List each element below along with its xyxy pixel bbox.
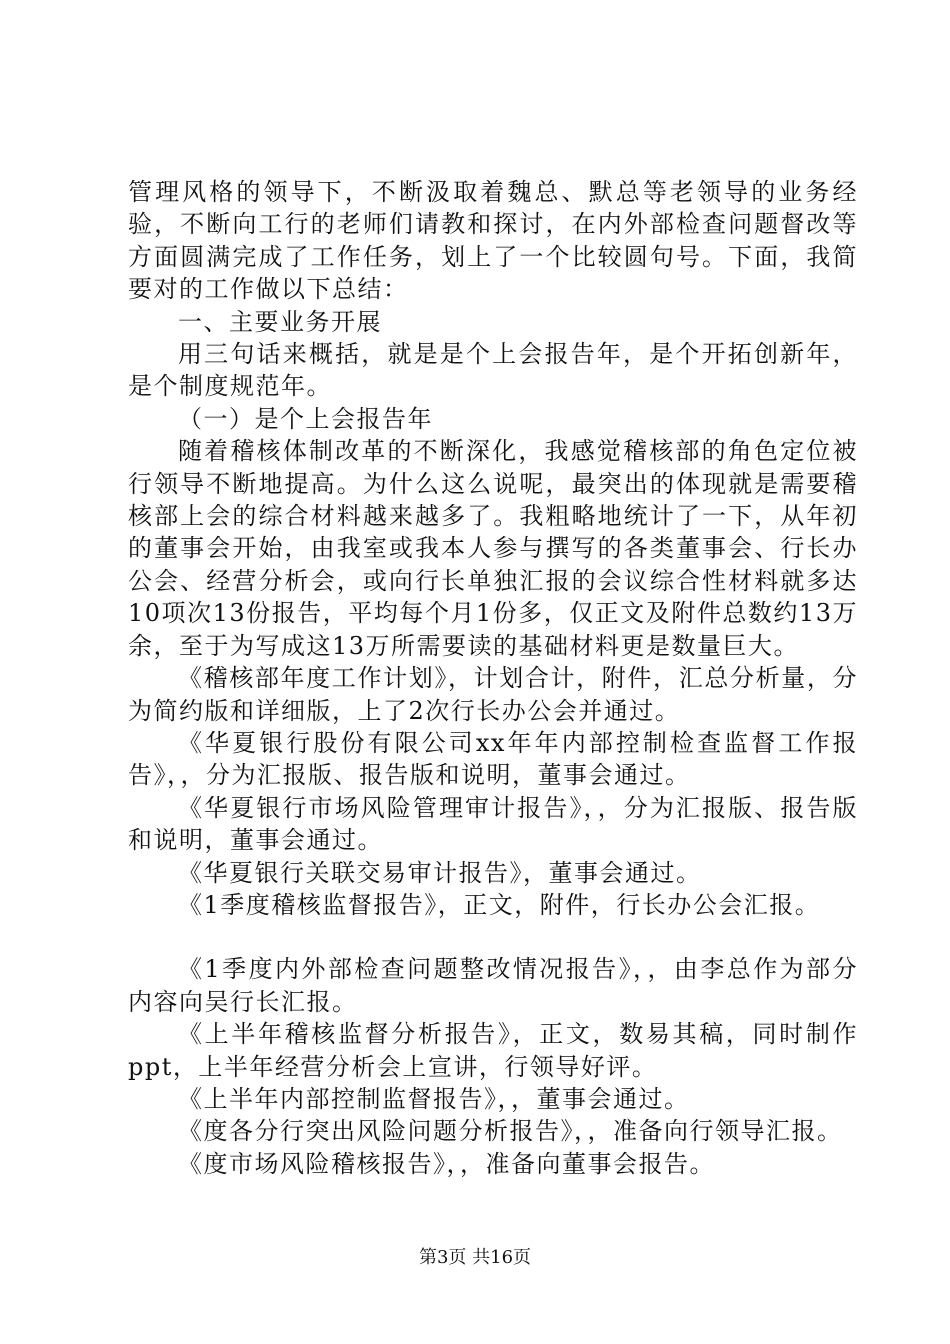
paragraph-reports-detail: 随着稽核体制改革的不断深化，我感觉稽核部的角色定位被行领导不断地提高。为什么这么说呢，最突出的体现就是需要稽核部上会的综合材料越来越多了。我粗略地统计了一下，从年初的董事会开始，由我室或我本人参与撰写的各类董事会、行长办公会、经营分析会，或向行长单独汇报的会议综合性材料就多达10项次13份报告，平均每个月1份多，仅正文及附件总数约13万余，至于为写成这13万所需要读的基础材料更是数量巨大。 xyxy=(128,437,858,660)
report-item: 《度各分行突出风险问题分析报告》，，准备向行领导汇报。 xyxy=(178,1117,843,1146)
report-item: 《华夏银行关联交易审计报告》，董事会通过。 xyxy=(178,858,702,887)
subsection-heading-reports-year: （一）是个上会报告年 xyxy=(178,404,433,433)
report-item: 《华夏银行股份有限公司xx年年内部控制检查监督工作报告》，，分为汇报版、报告版和说明，董事会通过。 xyxy=(128,728,858,790)
section-heading-main-business: 一、主要业务开展 xyxy=(178,307,382,336)
report-item: 《上半年稽核监督分析报告》，正文，数易其稿，同时制作ppt，上半年经营分析会上宣讲，行领导好评。 xyxy=(128,1020,858,1081)
paragraph-intro: 管理风格的领导下，不断汲取着魏总、默总等老领导的业务经验，不断向工行的老师们请教和探讨，在内外部检查问题督改等方面圆满完成了工作任务，划上了一个比较圆句号。下面，我简要对的工作做以下总结： xyxy=(128,178,858,304)
document-body xyxy=(128,176,858,1180)
report-item: 《稽核部年度工作计划》，计划合计，附件，汇总分析量，分为简约版和详细版，上了2次行长办公会并通过。 xyxy=(128,664,858,725)
report-item: 《1季度内外部检查问题整改情况报告》，，由李总作为部分内容向吴行长汇报。 xyxy=(128,955,858,1016)
report-item: 《1季度稽核监督报告》，正文，附件，行长办公会汇报。 xyxy=(178,890,821,919)
page-number-footer: 第3页 共16页 xyxy=(418,1247,532,1268)
report-item: 《华夏银行市场风险管理审计报告》，，分为汇报版、报告版和说明，董事会通过。 xyxy=(128,793,858,855)
report-item: 《度市场风险稽核报告》，，准备向董事会报告。 xyxy=(178,1149,715,1178)
paragraph-summary: 用三句话来概括，就是是个上会报告年，是个开拓创新年，是个制度规范年。 xyxy=(128,340,858,401)
report-item: 《上半年内部控制监督报告》，，董事会通过。 xyxy=(178,1084,690,1113)
